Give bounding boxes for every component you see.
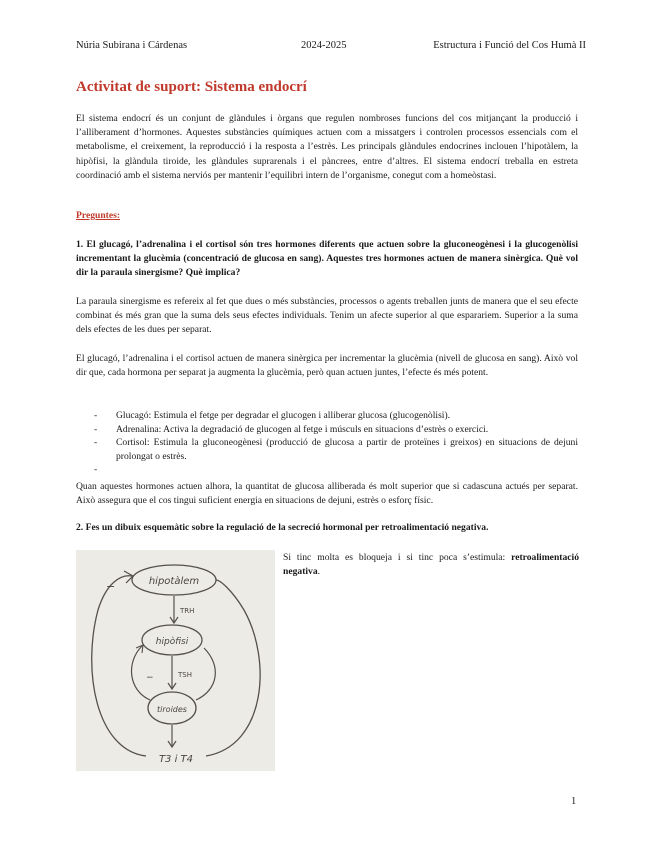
list-item-empty	[76, 463, 578, 476]
page-header	[76, 40, 586, 54]
header-course: Estructura i Funció del Cos Humà II	[433, 40, 586, 51]
question-2: 2. Fes un dibuix esquemàtic sobre la regulació de la secreció hormonal per retroalimentació negativa.	[76, 522, 489, 533]
sketch-label-hypothalamus: hipotàlem	[148, 576, 200, 587]
sketch-drawing	[76, 550, 275, 771]
sketch-label-tsh: TSH	[178, 671, 192, 679]
list-item: - Glucagó: Estimula el fetge per degradar el glucogen i alliberar glucosa (glucogenòlisi).	[76, 409, 578, 423]
sketch-label-pituitary: hipòfisi	[155, 637, 189, 647]
sketch-minus-sign: −	[106, 580, 116, 593]
feedback-explanation-text: Si tinc molta es bloqueja i si tinc poca s’estimula:	[283, 552, 512, 563]
conclusion-paragraph: Quan aquestes hormones actuen alhora, la quantitat de glucosa alliberada és molt superior que si cadascuna actués per separat. Això assegura que el cos tingui suficient energia en situacions de dejuni, estrès o esforç físic.	[76, 481, 578, 507]
hormone-list	[76, 409, 578, 476]
sketch-label-trh: TRH	[180, 607, 195, 615]
feedback-explanation-term: retroalimentació negativa	[283, 552, 579, 578]
sketch-label-thyroid: tiroides	[157, 705, 187, 714]
feedback-explanation	[283, 551, 579, 579]
questions-heading	[76, 209, 578, 223]
feedback-explanation-end: .	[317, 566, 321, 578]
intro-paragraph: El sistema endocrí és un conjunt de glàndules i òrgans que regulen nombroses funcions del cos mitjançant la producció i l’alliberament d’hormones. Aquestes substàncies químiques actuen com a missatgers i controlen processos essencials com el metabolisme, el creixement, la reproducció i la resposta a l’estrès. Les principals glàndules endocrines inclouen l’hipotàlem, la hipòfisi, la glàndula tiroide, les glàndules suprarenals i el pàncrees, entre d’altres. El sistema endocrí treballa en estreta coordinació amb el sistema nerviós per mantenir l’equilibri intern de l’organisme, conegut com a homeòstasi.	[76, 113, 578, 181]
answer-2-paragraph: El glucagó, l’adrenalina i el cortisol actuen de manera sinèrgica per incrementar la glucèmia (nivell de glucosa en sang). Això vol dir que, cada hormona per separat ja augmenta la glucèmia, però quan actuen juntes, l’efecte és més potent.	[76, 353, 578, 379]
sketch-label-t3t4: T3 i T4	[158, 754, 194, 765]
header-author: Núria Subirana i Cárdenas	[76, 40, 188, 51]
feedback-sketch-photo	[76, 550, 275, 771]
page-title: Activitat de suport: Sistema endocrí	[76, 79, 307, 95]
page-number: 1	[571, 796, 577, 807]
sketch-minus-sign-inner: −	[146, 673, 154, 683]
header-year: 2024-2025	[301, 40, 347, 51]
questions-label: Preguntes:	[76, 210, 121, 221]
list-item: - Adrenalina: Activa la degradació de glucogen al fetge i músculs en situacions d’estrès o exercici.	[76, 423, 578, 437]
question-1: 1. El glucagó, l’adrenalina i el cortisol són tres hormones diferents que actuen sobre la gluconeogènesi i la glucogenòlisi incrementant la glucèmia (concentració de glucosa en sang). Aquestes tres hormones actuen de manera sinèrgica. Què vol dir la paraula sinergisme? Què implica?	[76, 239, 578, 279]
answer-1-paragraph: La paraula sinergisme es refereix al fet que dues o més substàncies, processos o agents treballen junts de manera que el seu efecte combinat és més gran que la suma dels seus efectes individuals. Tenim un afecte superior al que esparariem. Superior a la suma dels efectes de les dues per separat.	[76, 296, 578, 336]
list-item: - Cortisol: Estimula la gluconeogènesi (producció de glucosa a partir de proteïnes i greixos) en situacions de dejuni prolongat o estrès.	[76, 436, 578, 463]
